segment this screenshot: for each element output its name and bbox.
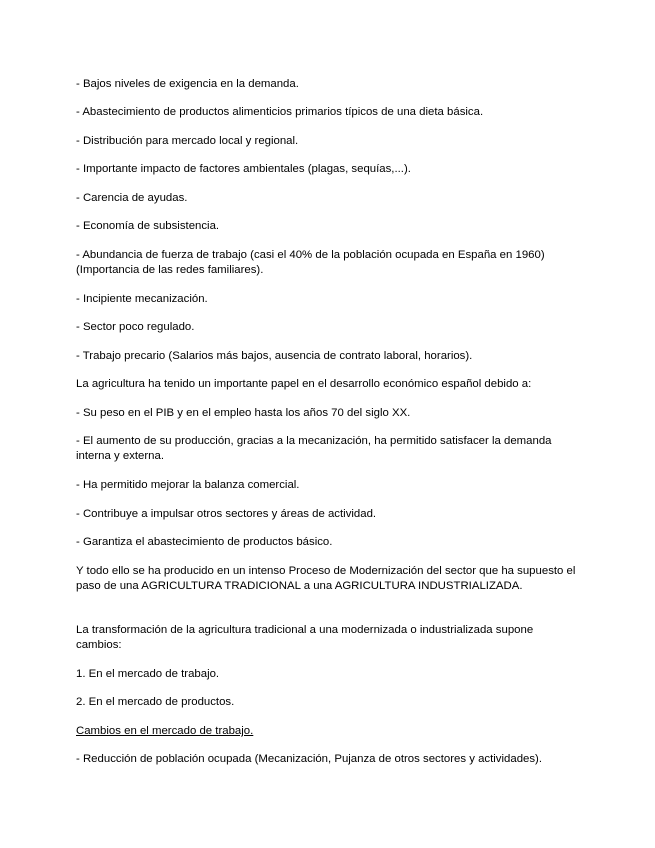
bullet-gdp-weight: - Su peso en el PIB y en el empleo hasta los años 70 del siglo XX. [76,407,411,419]
bullet-production-growth: - El aumento de su producción, gracias a la mecanización, ha permitido satisfacer la demanda interna y externa. [76,435,552,462]
bullet-low-demand: - Bajos niveles de exigencia en la demanda. [76,78,299,90]
section-heading-labour-market: Cambios en el mercado de trabajo. [76,725,254,737]
bullet-subsistence: - Economía de subsistencia. [76,220,220,232]
bullet-labour-force: - Abundancia de fuerza de trabajo (casi el 40% de la población ocupada en España en 1960) (Importancia de las redes familiares). [76,249,545,276]
bullet-environmental-impact: - Importante impacto de factores ambientales (plagas, sequías,...). [76,163,411,175]
bullet-basic-foods: - Abastecimiento de productos alimenticios primarios típicos de una dieta básica. [76,106,484,118]
transformation-paragraph: La transformación de la agricultura tradicional a una modernizada o industrializada supone cambios: [76,624,534,651]
bullet-mechanization: - Incipiente mecanización. [76,293,208,305]
list-item-labour-market: 1. En el mercado de trabajo. [76,668,220,680]
bullet-local-distribution: - Distribución para mercado local y regional. [76,135,299,147]
bullet-trade-balance: - Ha permitido mejorar la balanza comercial. [76,479,300,491]
modernization-paragraph: Y todo ello se ha producido en un intenso Proceso de Modernización del sector que ha supuesto el paso de una AGRICULTURA TRADICIONAL a una AGRICULTURA INDUSTRIALIZADA. [76,565,576,592]
bullet-no-aid: - Carencia de ayudas. [76,192,188,204]
bullet-other-sectors: - Contribuye a impulsar otros sectores y áreas de actividad. [76,508,377,520]
bullet-basic-supply: - Garantiza el abastecimiento de productos básico. [76,536,333,548]
bullet-precarious-work: - Trabajo precario (Salarios más bajos, ausencia de contrato laboral, horarios). [76,350,473,362]
bullet-employment-reduction: - Reducción de población ocupada (Mecanización, Pujanza de otros sectores y actividades). [76,753,543,765]
intro-role-paragraph: La agricultura ha tenido un importante papel en el desarrollo económico español debido a: [76,378,532,390]
bullet-low-regulation: - Sector poco regulado. [76,321,195,333]
list-item-product-market: 2. En el mercado de productos. [76,696,235,708]
